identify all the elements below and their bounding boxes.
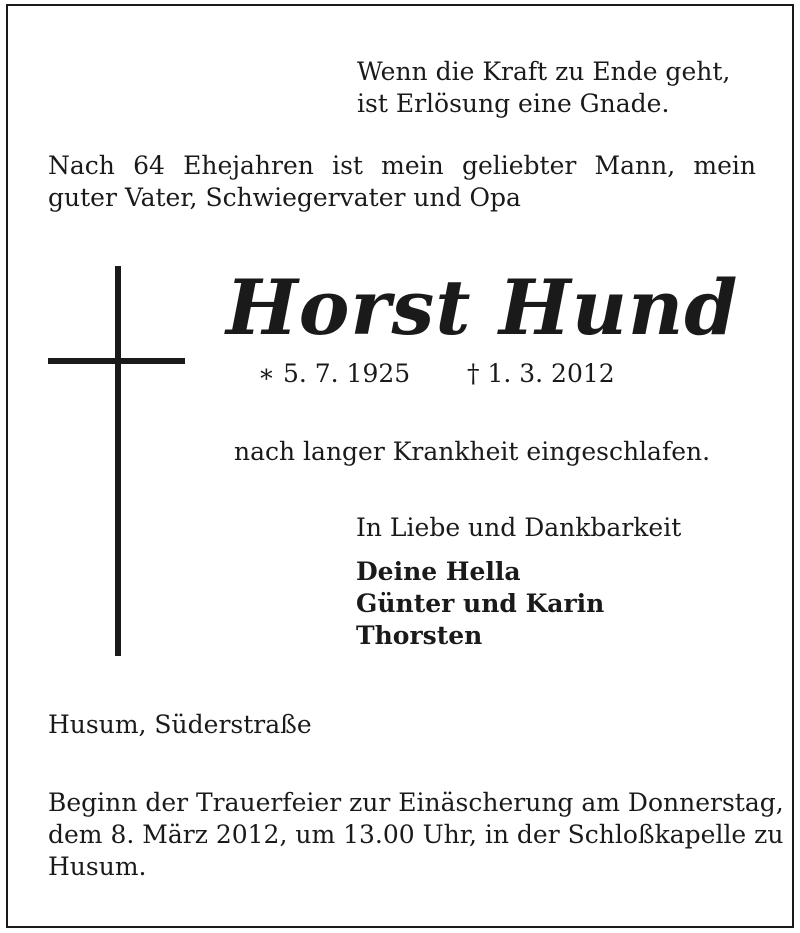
family-member: Thorsten xyxy=(356,621,483,650)
birth-date: ∗ 5. 7. 1925 xyxy=(258,359,411,388)
motto xyxy=(357,56,730,120)
cross-icon-vertical xyxy=(115,266,121,656)
death-date: † 1. 3. 2012 xyxy=(467,359,615,388)
motto-line-2: ist Erlösung eine Gnade. xyxy=(357,89,670,118)
service-line-1: Beginn der Trauerfeier zur Einäscherung am Donnerstag, xyxy=(48,788,784,817)
motto-line-1: Wenn die Kraft zu Ende geht, xyxy=(357,57,731,86)
intro-text: Nach 64 Ehejahren ist mein geliebter Mann, mein guter Vater, Schwiegervater und Opa xyxy=(48,151,756,212)
location: Husum, Süderstraße xyxy=(48,710,312,739)
family-member: Günter und Karin xyxy=(356,589,605,618)
death-phrase: nach langer Krankheit eingeschlafen. xyxy=(234,437,711,466)
service-info xyxy=(48,787,784,883)
cross-icon-horizontal xyxy=(48,358,185,364)
family-member: Deine Hella xyxy=(356,557,521,586)
service-line-2: dem 8. März 2012, um 13.00 Uhr, in der Schloßkapelle zu xyxy=(48,820,784,849)
deceased-name: Horst Hund xyxy=(226,263,739,352)
love-line: In Liebe und Dankbarkeit xyxy=(356,513,682,542)
service-line-3: Husum. xyxy=(48,852,147,881)
